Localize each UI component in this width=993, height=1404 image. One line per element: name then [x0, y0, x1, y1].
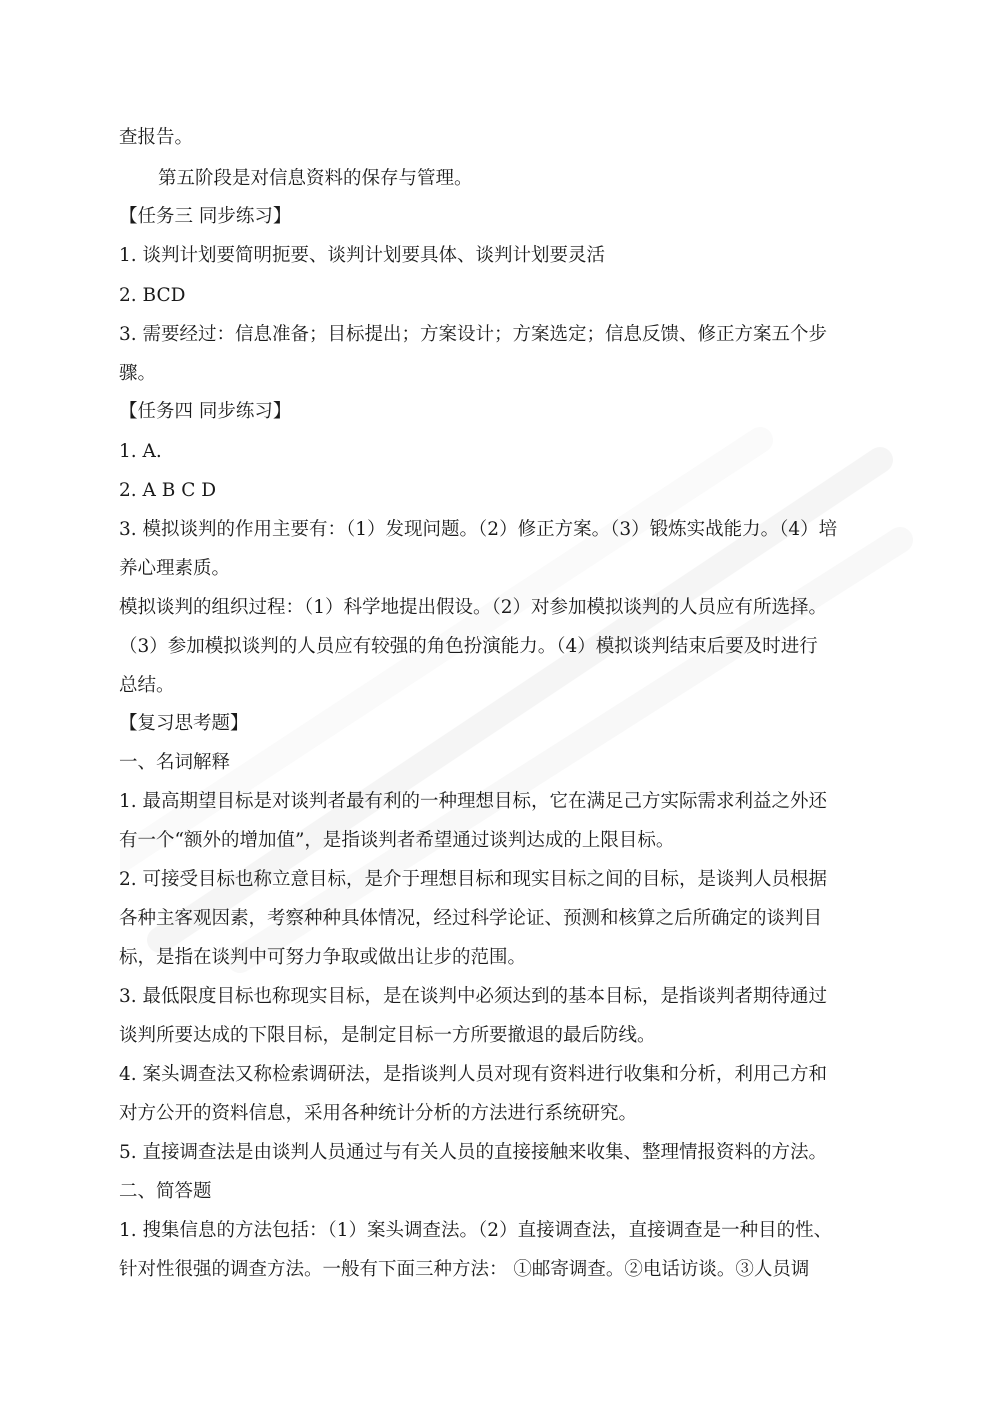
text-line-stage-five: 第五阶段是对信息资料的保存与管理。 — [158, 168, 473, 189]
answer-task3-3-cont: 骤。 — [119, 363, 157, 384]
term-1: 1. 最高期望目标是对谈判者最有利的一种理想目标，它在满足己方实际需求利益之外还 — [119, 791, 828, 812]
subheading-short-answer: 二、简答题 — [119, 1181, 212, 1202]
term-3-cont: 谈判所要达成的下限目标，是制定目标一方所要撤退的最后防线。 — [119, 1025, 656, 1046]
term-2-end: 标，是指在谈判中可努力争取或做出让步的范围。 — [119, 947, 527, 968]
term-2-cont: 各种主客观因素，考察种种具体情况，经过科学论证、预测和核算之后所确定的谈判目 — [119, 908, 823, 929]
term-1-cont: 有一个“额外的增加值”，是指谈判者希望通过谈判达成的上限目标。 — [119, 830, 675, 851]
answer-task4-3: 3. 模拟谈判的作用主要有：（1）发现问题。（2）修正方案。（3）锻炼实战能力。（4）培 — [119, 519, 838, 540]
watermark-stamp-icon — [120, 420, 920, 980]
section-heading-review: 【复习思考题】 — [119, 713, 249, 734]
term-3: 3. 最低限度目标也称现实目标，是在谈判中必须达到的基本目标，是指谈判者期待通过 — [119, 986, 828, 1007]
short-answer-1-cont: 针对性很强的调查方法。一般有下面三种方法： ①邮寄调查。②电话访谈。③人员调 — [119, 1259, 810, 1280]
section-heading-task4: 【任务四 同步练习】 — [119, 401, 292, 422]
term-4-cont: 对方公开的资料信息，采用各种统计分析的方法进行系统研究。 — [119, 1103, 638, 1124]
text-line-continuation: 查报告。 — [119, 127, 194, 148]
term-2: 2. 可接受目标也称立意目标，是介于理想目标和现实目标之间的目标，是谈判人员根据 — [119, 869, 828, 890]
answer-task3-1: 1. 谈判计划要简明扼要、谈判计划要具体、谈判计划要灵活 — [119, 245, 606, 266]
answer-task3-2: 2. BCD — [119, 285, 186, 306]
answer-task3-3: 3. 需要经过：信息准备；目标提出；方案设计；方案选定；信息反馈、修正方案五个步 — [119, 324, 828, 345]
paragraph-mock-process-end: 总结。 — [119, 675, 175, 696]
short-answer-1: 1. 搜集信息的方法包括：（1）案头调查法。（2）直接调查法，直接调查是一种目的性、 — [119, 1220, 833, 1241]
subheading-terms: 一、名词解释 — [119, 752, 231, 773]
paragraph-mock-process: 模拟谈判的组织过程：（1）科学地提出假设。（2）对参加模拟谈判的人员应有所选择。 — [119, 597, 828, 618]
term-4: 4. 案头调查法又称检索调研法，是指谈判人员对现有资料进行收集和分析，利用己方和 — [119, 1064, 828, 1085]
section-heading-task3: 【任务三 同步练习】 — [119, 206, 292, 227]
paragraph-mock-process-cont: （3）参加模拟谈判的人员应有较强的角色扮演能力。（4）模拟谈判结束后要及时进行 — [119, 636, 818, 657]
term-5: 5. 直接调查法是由谈判人员通过与有关人员的直接接触来收集、整理情报资料的方法。 — [119, 1142, 828, 1163]
answer-task4-1: 1. A. — [119, 441, 162, 462]
answer-task4-2: 2. A B C D — [119, 480, 217, 501]
answer-task4-3-cont: 养心理素质。 — [119, 558, 231, 579]
